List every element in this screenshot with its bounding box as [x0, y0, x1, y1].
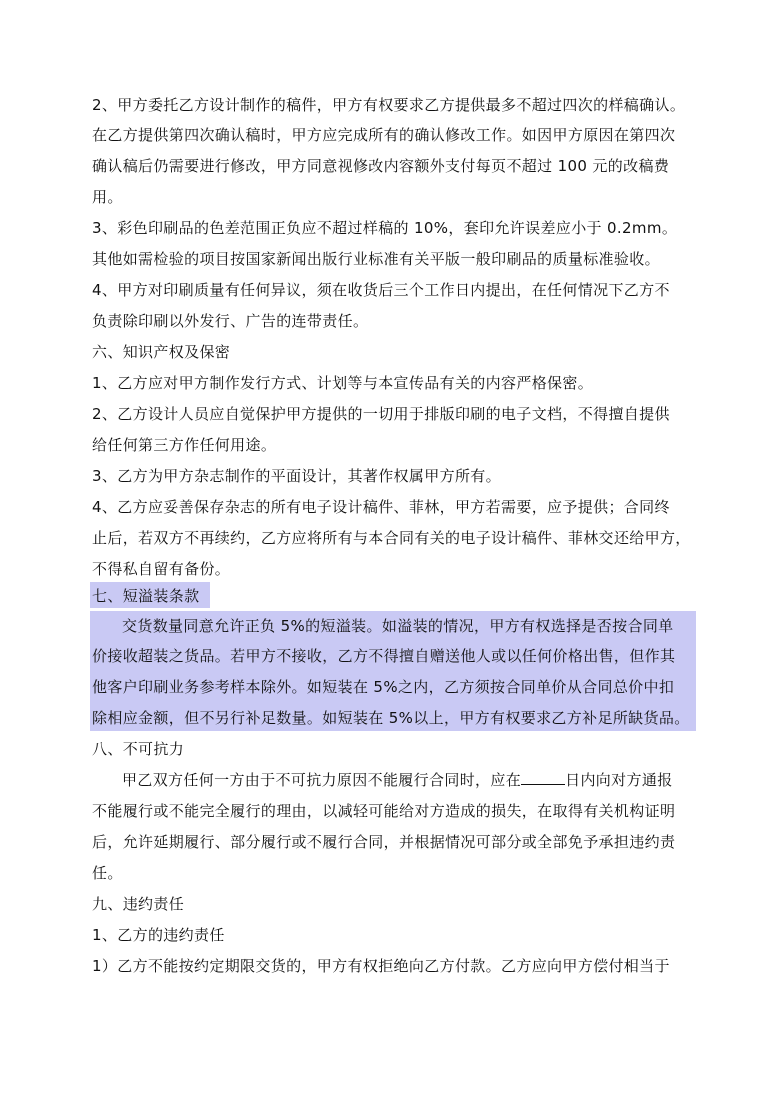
section-heading: 八、不可抗力 [92, 740, 185, 758]
text-line: 4、甲方对印刷质量有任何异议，须在收货后三个工作日内提出，在任何情况下乙方不 [92, 281, 670, 299]
highlighted-text-line: 价接收超装之货品。若甲方不接收，乙方不得擅自赠送他人或以任何价格出售，但作其 [92, 647, 676, 665]
text-line: 不能履行或不能完全履行的理由，以减轻可能给对方造成的损失，在取得有关机构证明 [92, 802, 676, 820]
text-line: 3、乙方为甲方杂志制作的平面设计，其著作权属甲方所有。 [92, 467, 501, 485]
text-line: 负责除印刷以外发行、广告的连带责任。 [92, 312, 369, 330]
text-line: 后，允许延期履行、部分履行或不履行合同，并根据情况可部分或全部免予承担违约责 [92, 833, 676, 851]
text-line: 1）乙方不能按约定期限交货的，甲方有权拒绝向乙方付款。乙方应向甲方偿付相当于 [92, 957, 670, 975]
text-after-blank: 日内向对方通报 [565, 771, 673, 789]
text-line: 1、乙方的违约责任 [92, 926, 225, 944]
text-line: 确认稿后仍需要进行修改，甲方同意视修改内容额外支付每页不超过 100 元的改稿费 [92, 157, 670, 175]
text-line: 给任何第三方作任何用途。 [92, 436, 277, 454]
highlighted-text-line: 交货数量同意允许正负 5%的短溢装。如溢装的情况，甲方有权选择是否按合同单 [122, 617, 674, 635]
section-heading: 六、知识产权及保密 [92, 343, 231, 361]
section-heading: 七、短溢装条款 [92, 587, 200, 605]
text-line: 2、乙方设计人员应自觉保护甲方提供的一切用于排版印刷的电子文档，不得擅自提供 [92, 405, 670, 423]
section-heading: 九、违约责任 [92, 895, 185, 913]
text-line: 任。 [92, 864, 123, 882]
text-line: 1、乙方应对甲方制作发行方式、计划等与本宣传品有关的内容严格保密。 [92, 374, 594, 392]
text-line: 2、甲方委托乙方设计制作的稿件，甲方有权要求乙方提供最多不超过四次的样稿确认。 [92, 96, 686, 114]
text-line: 4、乙方应妥善保存杂志的所有电子设计稿件、菲林，甲方若需要，应予提供；合同终 [92, 498, 670, 516]
text-before-blank: 甲乙双方任何一方由于不可抗力原因不能履行合同时，应在 [122, 771, 522, 789]
highlighted-text-line: 除相应金额，但不另行补足数量。如短装在 5%以上，甲方有权要求乙方补足所缺货品。 [92, 709, 690, 727]
text-line: 用。 [92, 188, 123, 206]
text-line: 3、彩色印刷品的色差范围正负应不超过样稿的 10%，套印允许误差应小于 0.2mm。 [92, 219, 678, 237]
fill-in-blank [521, 768, 565, 785]
highlighted-text-line: 他客户印刷业务参考样本除外。如短装在 5%之内，乙方须按合同单价从合同总价中扣 [92, 678, 675, 696]
text-line: 在乙方提供第四次确认稿时，甲方应完成所有的确认修改工作。如因甲方原因在第四次 [92, 126, 676, 144]
text-line-with-blank [122, 767, 673, 793]
text-line: 其他如需检验的项目按国家新闻出版行业标准有关平版一般印刷品的质量标准验收。 [92, 250, 660, 268]
text-line: 不得私自留有备份。 [92, 560, 231, 578]
text-line: 止后，若双方不再续约，乙方应将所有与本合同有关的电子设计稿件、菲林交还给甲方， [92, 529, 691, 547]
